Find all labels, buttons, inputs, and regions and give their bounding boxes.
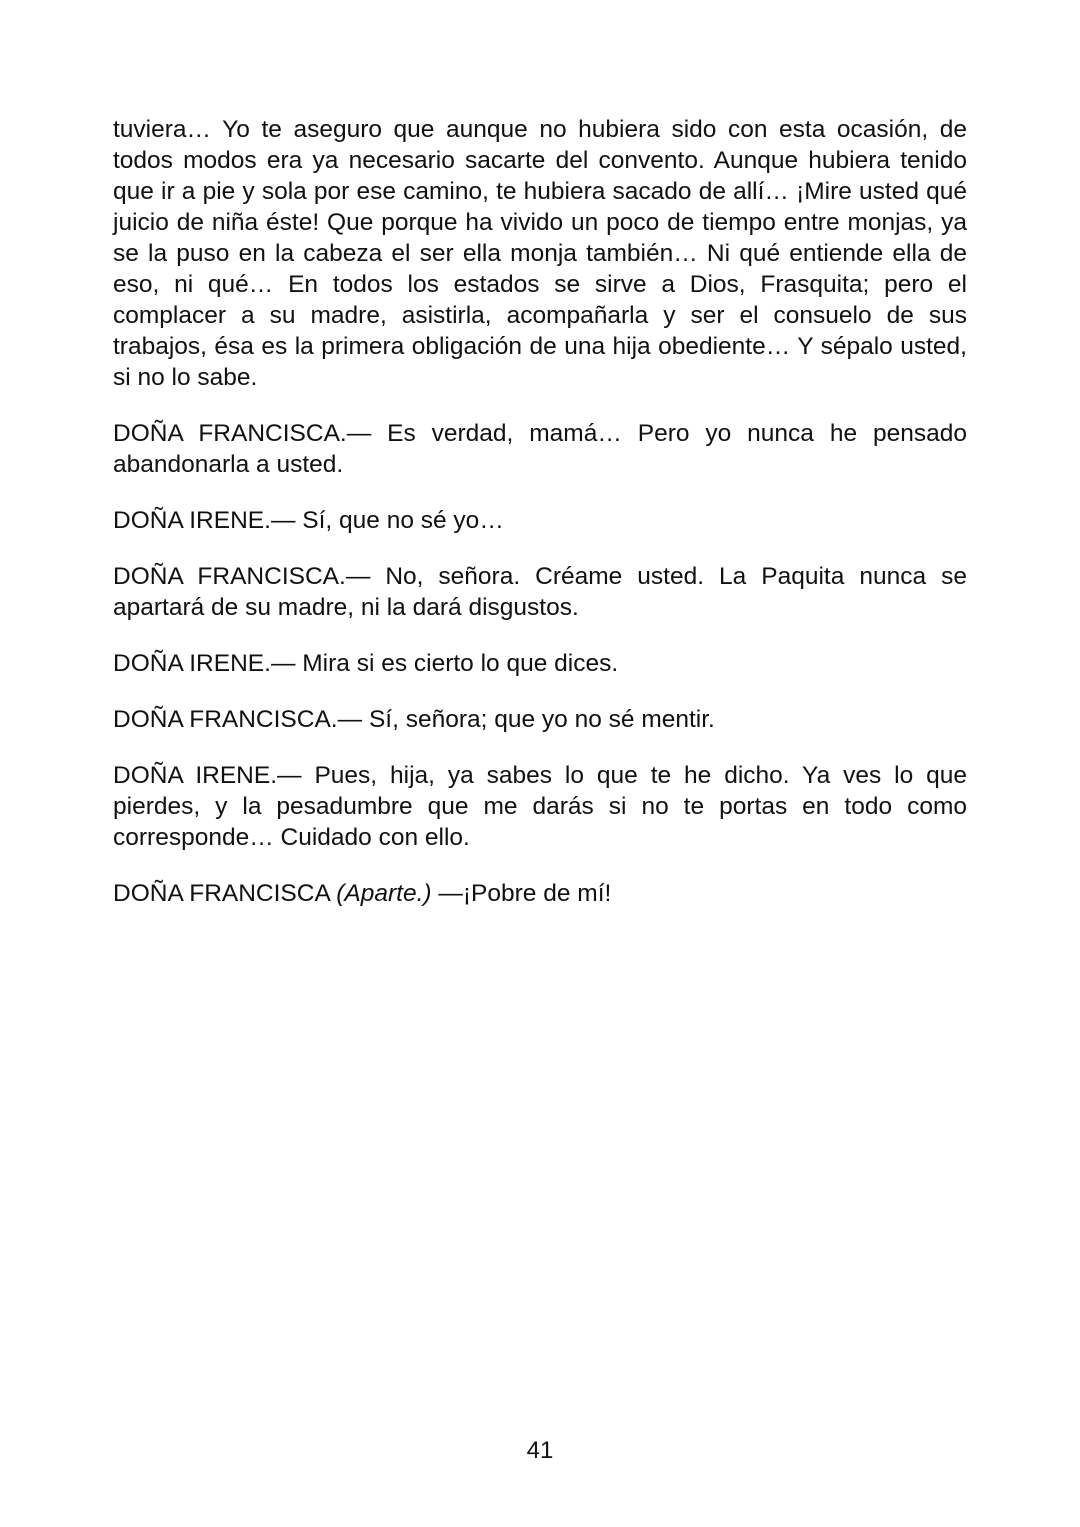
- dialogue-dash: —: [337, 706, 369, 733]
- dialogue-line: [113, 648, 967, 679]
- stage-direction: (Aparte.): [336, 880, 432, 907]
- page-number: 41: [526, 1437, 554, 1464]
- dialogue-text: Es verdad, mamá… Pero yo nunca he pensado abandonarla a usted.: [113, 420, 967, 478]
- dialogue-text: tuviera… Yo te aseguro que aunque no hubiera sido con esta ocasión, de todos modos era ya necesario sacarte del convento. Aunque hubiera tenido que ir a pie y sola por ese camino, te hubiera sacado de allí… ¡Mire usted qué juicio de niña éste! Que porque ha vivido un poco de tiempo entre monjas, ya se la puso en la cabeza el ser ella monja también… Ni qué entiende ella de eso, ni qué… En todos los estados se sirve a Dios, Frasquita; pero el complacer a su madre, asistirla, acompañarla y ser el consuelo de sus trabajos, ésa es la primera obligación de una hija obediente… Y sépalo usted, si no lo sabe.: [113, 116, 967, 391]
- speaker-name: DOÑA FRANCISCA.: [113, 420, 347, 447]
- speaker-name: DOÑA IRENE.: [113, 762, 278, 789]
- dialogue-text: No, señora. Créame usted. La Paquita nunca se apartará de su madre, ni la dará disgustos.: [113, 563, 967, 621]
- document-page: [113, 114, 967, 934]
- speaker-name: DOÑA FRANCISCA.: [113, 563, 346, 590]
- dialogue-text: ¡Pobre de mí!: [462, 880, 612, 907]
- speaker-name: DOÑA IRENE.: [113, 650, 271, 677]
- dialogue-dash: —: [270, 650, 303, 677]
- speaker-name: DOÑA FRANCISCA.: [113, 706, 338, 733]
- dialogue-line: [113, 505, 967, 536]
- dialogue-dash: —: [270, 507, 303, 534]
- dialogue-line: [113, 760, 967, 853]
- speaker-name: DOÑA FRANCISCA: [113, 880, 337, 907]
- dialogue-line: [113, 704, 967, 735]
- dialogue-line: [113, 418, 967, 480]
- dialogue-dash: —: [345, 563, 386, 590]
- dialogue-text: Mira si es cierto lo que dices.: [302, 650, 619, 677]
- dialogue-dash: —: [431, 880, 463, 907]
- dialogue-dash: —: [277, 762, 315, 789]
- paragraph-continuation: [113, 114, 967, 393]
- speaker-name: DOÑA IRENE.: [113, 507, 271, 534]
- dialogue-text: Sí, que no sé yo…: [302, 507, 504, 534]
- dialogue-line: [113, 878, 967, 909]
- dialogue-text: Pues, hija, ya sabes lo que te he dicho. Ya ves lo que pierdes, y la pesadumbre que me darás si no te portas en todo como corresponde… Cuidado con ello.: [113, 762, 967, 851]
- dialogue-text: Sí, señora; que yo no sé mentir.: [368, 706, 715, 733]
- dialogue-line: [113, 561, 967, 623]
- dialogue-dash: —: [346, 420, 388, 447]
